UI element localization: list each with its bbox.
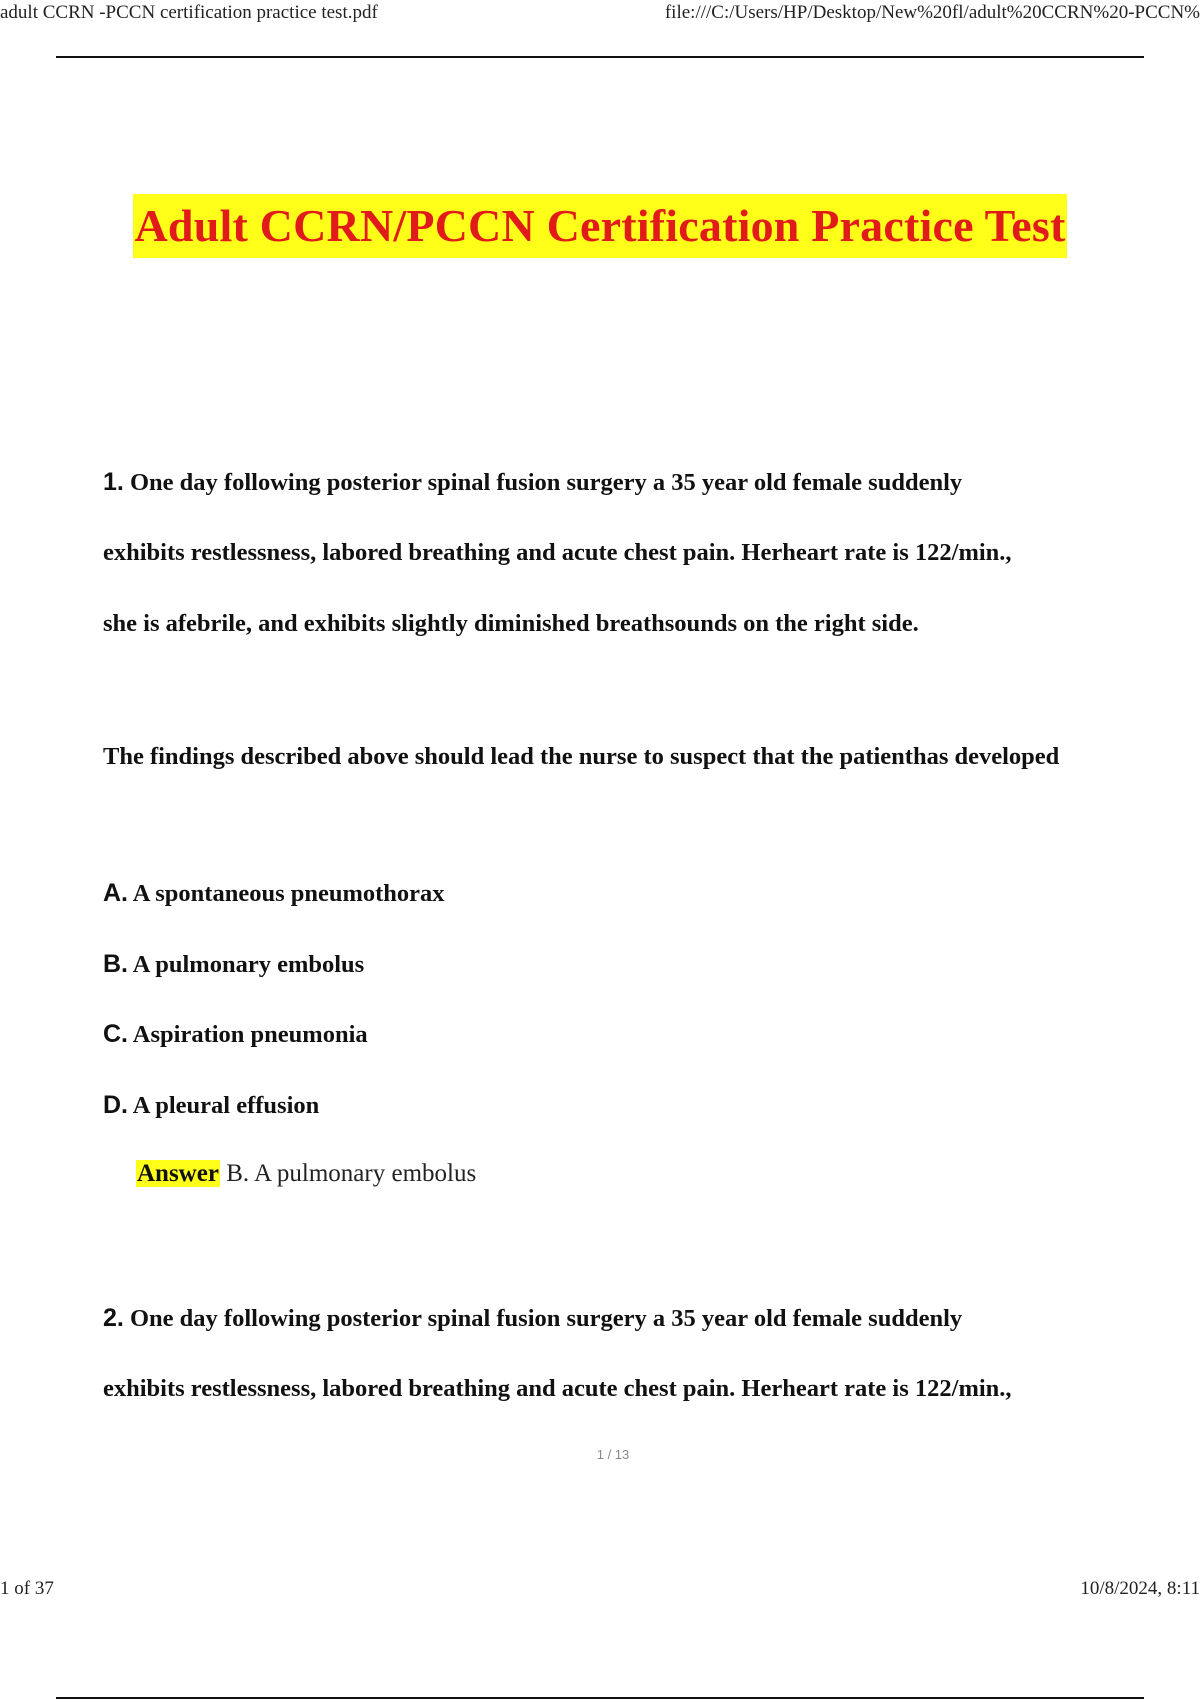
print-datetime: 10/8/2024, 8:11	[1080, 1578, 1200, 1599]
print-page-count: 1 of 37	[0, 1578, 54, 1599]
title-container	[0, 194, 1200, 258]
question-1-line-3	[103, 610, 919, 638]
top-divider	[56, 56, 1144, 58]
question-1-text-1: One day following posterior spinal fusion surgery a 35 year old female suddenly	[129, 469, 963, 496]
question-1-prompt	[103, 743, 1059, 771]
option-c-letter: C.	[103, 1020, 128, 1048]
option-a-text: A spontaneous pneumothorax	[132, 880, 445, 907]
pdf-page-indicator: 1 / 13	[596, 1447, 630, 1462]
option-c	[103, 1020, 368, 1049]
question-1-text-2: exhibits restlessness, labored breathing and acute chest pain. Herheart rate is 122/min.,	[103, 539, 1012, 566]
answer-text: B. A pulmonary embolus	[226, 1160, 477, 1187]
option-d-letter: D.	[103, 1091, 128, 1119]
question-1-number: 1.	[103, 468, 124, 496]
option-b-text: A pulmonary embolus	[132, 951, 365, 978]
option-a-letter: A.	[103, 879, 128, 907]
question-1-prompt-text: The findings described above should lead the nurse to suspect that the patienthas developed	[103, 743, 1060, 770]
question-1-answer	[136, 1160, 476, 1188]
question-2-number: 2.	[103, 1304, 124, 1332]
option-d-text: A pleural effusion	[132, 1092, 320, 1119]
bottom-divider	[56, 1697, 1144, 1699]
option-c-text: Aspiration pneumonia	[132, 1021, 368, 1048]
question-2-line-2	[103, 1375, 1012, 1403]
question-1-line-1	[103, 468, 962, 497]
option-b	[103, 950, 364, 979]
print-header	[0, 0, 1200, 30]
question-1-line-2	[103, 539, 1012, 567]
file-path: file:///C:/Users/HP/Desktop/New%20fl/adult%20CCRN%20-PCCN%	[664, 2, 1200, 23]
document-name: adult CCRN -PCCN certification practice test.pdf	[0, 2, 378, 23]
option-b-letter: B.	[103, 950, 128, 978]
question-2-line-1	[103, 1304, 962, 1333]
question-2-text-1: One day following posterior spinal fusion surgery a 35 year old female suddenly	[129, 1305, 963, 1332]
option-d	[103, 1091, 319, 1120]
question-1-text-3: she is afebrile, and exhibits slightly diminished breathsounds on the right side.	[103, 610, 919, 637]
question-2-text-2: exhibits restlessness, labored breathing and acute chest pain. Herheart rate is 122/min.,	[103, 1375, 1012, 1402]
answer-label: Answer	[137, 1160, 219, 1187]
option-a	[103, 879, 445, 908]
page-title: Adult CCRN/PCCN Certification Practice Test	[133, 194, 1068, 258]
